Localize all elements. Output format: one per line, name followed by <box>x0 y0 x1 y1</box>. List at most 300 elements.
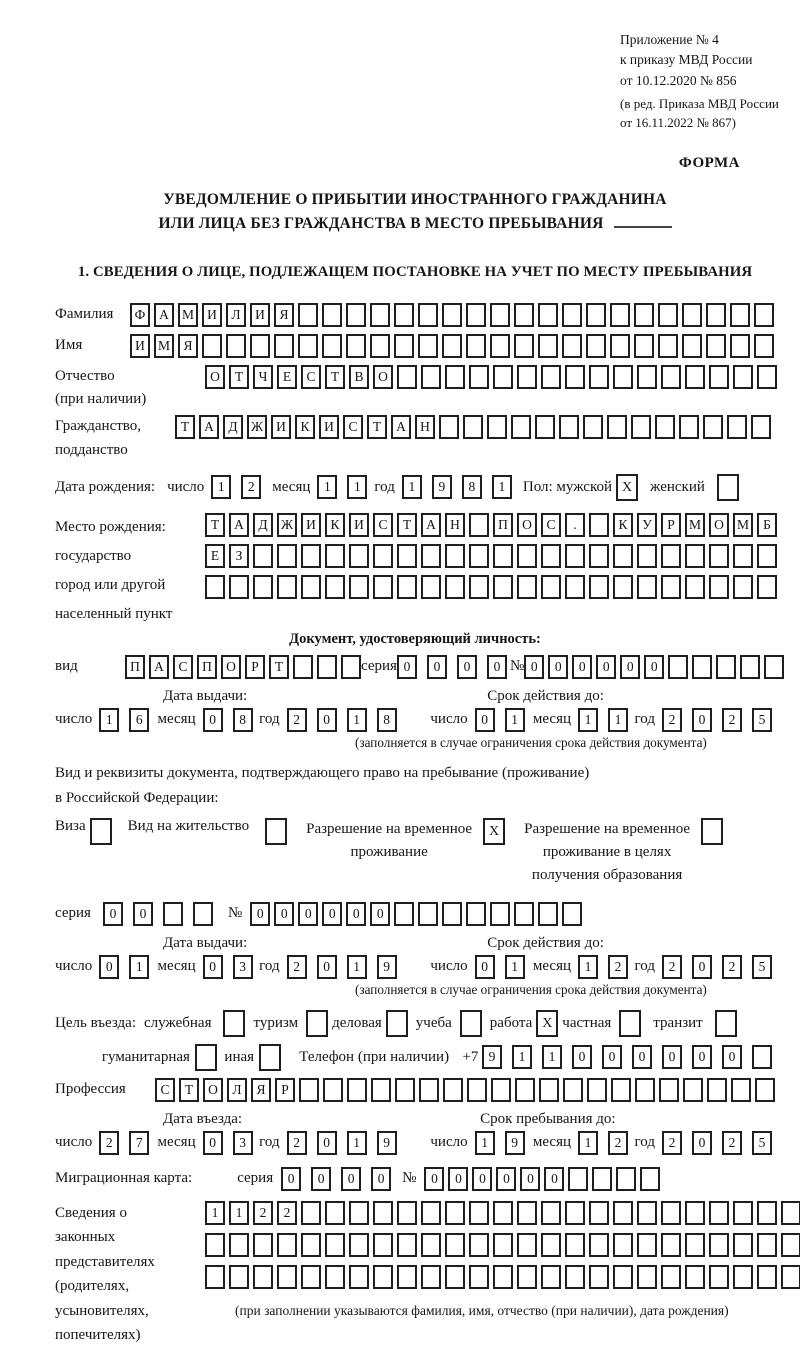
char-cell <box>706 334 726 358</box>
char-cell: Р <box>275 1078 295 1102</box>
res-valid-day-group: число 0 1 <box>430 955 527 979</box>
profession-row <box>55 1078 775 1102</box>
char-cell: 3 <box>233 955 253 979</box>
char-cell <box>349 1233 369 1257</box>
char-cell: 9 <box>482 1045 502 1069</box>
char-cell <box>733 1233 753 1257</box>
char-cell <box>682 303 702 327</box>
char-cell <box>754 334 774 358</box>
valid-year-group: год 2 0 2 5 <box>635 708 775 732</box>
valid-year-cells <box>662 708 775 732</box>
char-cell: Т <box>229 365 249 389</box>
profession-cells <box>155 1078 775 1102</box>
residence-doc-series-row <box>55 902 775 926</box>
char-cell <box>397 1233 417 1257</box>
entry-dates-row <box>55 1131 775 1155</box>
doc-series-label: серия <box>361 658 397 675</box>
char-cell <box>469 513 489 537</box>
char-cell <box>469 575 489 599</box>
char-cell: 0 <box>397 655 417 679</box>
char-cell: 0 <box>298 902 318 926</box>
char-cell: П <box>493 513 513 537</box>
char-cell: 2 <box>99 1131 119 1155</box>
char-cell <box>517 365 537 389</box>
char-cell <box>685 1201 705 1225</box>
char-cell: 0 <box>692 1045 712 1069</box>
char-cell <box>418 334 438 358</box>
char-cell: 1 <box>512 1045 532 1069</box>
purpose-private-checkbox <box>619 1010 641 1037</box>
purpose-work-checkbox: X <box>536 1010 558 1037</box>
char-cell: 1 <box>211 475 231 499</box>
char-cell: Т <box>179 1078 199 1102</box>
title-blank-underline <box>614 226 672 228</box>
char-cell <box>613 365 633 389</box>
char-cell: 0 <box>346 902 366 926</box>
doc-kind-label: вид <box>55 658 78 675</box>
char-cell: У <box>637 513 657 537</box>
char-cell: И <box>130 334 150 358</box>
doc-number-label: № <box>509 658 525 675</box>
char-cell: 8 <box>377 708 397 732</box>
char-cell: 7 <box>129 1131 149 1155</box>
char-cell <box>607 415 627 439</box>
char-cell <box>346 303 366 327</box>
char-cell <box>661 1233 681 1257</box>
char-cell <box>637 544 657 568</box>
char-cell <box>325 1233 345 1257</box>
char-cell <box>226 334 246 358</box>
temp-residence-education-label: Разрешение на временное проживание в целях получения образования <box>524 820 691 884</box>
surname-row <box>55 303 775 327</box>
char-cell <box>301 575 321 599</box>
issue-year-group: год 2 0 1 8 <box>259 708 399 732</box>
char-cell: А <box>391 415 411 439</box>
char-cell <box>322 334 342 358</box>
char-cell <box>539 1078 559 1102</box>
char-cell <box>293 655 313 679</box>
char-cell <box>301 1265 321 1289</box>
purpose-humanitarian-label: гуманитарная <box>101 1048 190 1065</box>
purpose-humanitarian-checkbox <box>195 1044 217 1071</box>
char-cell: Т <box>269 655 289 679</box>
char-cell: 0 <box>524 655 544 679</box>
mig-number-cells <box>424 1167 660 1191</box>
char-cell: 0 <box>317 708 337 732</box>
char-cell <box>541 575 561 599</box>
stay-until-heading: Срок пребывания до: <box>480 1110 616 1127</box>
char-cell <box>613 1233 633 1257</box>
char-cell: О <box>517 513 537 537</box>
char-cell: 0 <box>644 655 664 679</box>
representatives-block <box>55 1201 775 1348</box>
name-cells <box>130 334 774 358</box>
char-cell: С <box>541 513 561 537</box>
char-cell <box>301 1201 321 1225</box>
edition-line: (в ред. Приказа МВД России <box>620 95 779 111</box>
char-cell <box>373 575 393 599</box>
char-cell: 1 <box>492 475 512 499</box>
purpose-other-label: иная <box>224 1048 255 1065</box>
res-valid-year-cells <box>662 955 775 979</box>
citizenship-cells <box>175 415 771 439</box>
identity-doc-dates-row <box>55 708 775 732</box>
res-valid-month-group: месяц 1 2 <box>533 955 631 979</box>
valid-month-cells <box>578 708 631 732</box>
char-cell <box>637 1201 657 1225</box>
sex-label: Пол: мужской <box>522 478 613 495</box>
char-cell <box>325 544 345 568</box>
char-cell <box>442 303 462 327</box>
char-cell: 2 <box>608 1131 628 1155</box>
char-cell <box>683 1078 703 1102</box>
char-cell <box>706 303 726 327</box>
char-cell: 0 <box>317 1131 337 1155</box>
identity-doc-heading: Документ, удостоверяющий личность: <box>289 630 541 647</box>
purpose-private-label: частная <box>562 1014 612 1031</box>
char-cell <box>469 1233 489 1257</box>
entry-date-heading: Дата въезда: <box>163 1110 243 1127</box>
purpose-transit-label: транзит <box>653 1014 703 1031</box>
residence-doc-options <box>55 818 775 888</box>
char-cell: 0 <box>520 1167 540 1191</box>
char-cell <box>490 303 510 327</box>
char-cell: М <box>178 303 198 327</box>
visa-label: Виза <box>55 817 86 834</box>
res-number-cells <box>250 902 582 926</box>
char-cell: 5 <box>752 1131 772 1155</box>
char-cell <box>634 303 654 327</box>
entry-date-headings <box>55 1111 775 1128</box>
char-cell: 1 <box>578 708 598 732</box>
char-cell <box>193 902 213 926</box>
patronymic-cells <box>205 365 777 389</box>
representatives-note: (при заполнении указываются фамилия, имя, отчество (при наличии), дата рождения) <box>235 1302 729 1318</box>
char-cell: 9 <box>377 1131 397 1155</box>
char-cell <box>709 575 729 599</box>
char-cell <box>685 544 705 568</box>
char-cell <box>229 1265 249 1289</box>
citizenship-row <box>55 415 775 462</box>
char-cell: И <box>319 415 339 439</box>
entry-day-cells <box>99 1131 152 1155</box>
char-cell: 1 <box>347 1131 367 1155</box>
char-cell <box>568 1167 588 1191</box>
char-cell: 0 <box>692 955 712 979</box>
edition-line: от 16.11.2022 № 867) <box>620 115 737 131</box>
char-cell <box>418 902 438 926</box>
char-cell <box>253 1265 273 1289</box>
representatives-labels: Сведения о законных представителях (родителях, усыновителях, попечителях) <box>55 1204 155 1344</box>
char-cell <box>541 1233 561 1257</box>
char-cell: А <box>199 415 219 439</box>
char-cell <box>274 334 294 358</box>
char-cell: Т <box>205 513 225 537</box>
valid-day-cells <box>475 708 528 732</box>
char-cell <box>349 1265 369 1289</box>
char-cell: 1 <box>317 475 337 499</box>
char-cell: И <box>250 303 270 327</box>
char-cell <box>490 334 510 358</box>
char-cell <box>781 1265 800 1289</box>
char-cell <box>394 334 414 358</box>
char-cell <box>740 655 760 679</box>
char-cell <box>445 1201 465 1225</box>
char-cell: 0 <box>341 1167 361 1191</box>
char-cell: 0 <box>596 655 616 679</box>
char-cell <box>253 1233 273 1257</box>
char-cell: 1 <box>608 708 628 732</box>
char-cell: 9 <box>505 1131 525 1155</box>
char-cell <box>538 303 558 327</box>
char-cell <box>565 1265 585 1289</box>
res-issue-month-cells <box>203 955 256 979</box>
char-cell: 1 <box>347 955 367 979</box>
char-cell <box>685 1265 705 1289</box>
char-cell <box>250 334 270 358</box>
char-cell: Т <box>397 513 417 537</box>
char-cell: 0 <box>475 955 495 979</box>
char-cell: Ж <box>277 513 297 537</box>
char-cell <box>541 365 561 389</box>
char-cell: 1 <box>205 1201 225 1225</box>
representatives-row3 <box>205 1265 800 1289</box>
char-cell: 0 <box>103 902 123 926</box>
char-cell: 0 <box>133 902 153 926</box>
char-cell: 1 <box>347 708 367 732</box>
char-cell <box>490 902 510 926</box>
char-cell: 2 <box>287 955 307 979</box>
res-series-cells <box>103 902 216 926</box>
char-cell <box>517 1233 537 1257</box>
char-cell <box>493 544 513 568</box>
res-issue-month-group: месяц 0 3 <box>158 955 256 979</box>
purpose-other-checkbox <box>259 1044 281 1071</box>
birth-month-group: месяц 1 1 <box>272 475 370 499</box>
char-cell: 0 <box>548 655 568 679</box>
char-cell: О <box>221 655 241 679</box>
char-cell <box>325 1265 345 1289</box>
char-cell <box>755 1078 775 1102</box>
char-cell <box>397 1201 417 1225</box>
purpose-tourism-label: туризм <box>253 1014 299 1031</box>
char-cell <box>349 1201 369 1225</box>
char-cell: А <box>421 513 441 537</box>
char-cell <box>538 334 558 358</box>
birth-place-cells <box>205 513 777 629</box>
char-cell <box>445 1265 465 1289</box>
char-cell <box>707 1078 727 1102</box>
char-cell: С <box>173 655 193 679</box>
char-cell: Н <box>415 415 435 439</box>
char-cell: 1 <box>505 955 525 979</box>
char-cell <box>541 1201 561 1225</box>
phone-cells <box>482 1045 775 1069</box>
mig-series-cells <box>281 1167 394 1191</box>
char-cell <box>589 365 609 389</box>
char-cell: К <box>295 415 315 439</box>
issue-day-group: число 1 6 <box>55 708 152 732</box>
birth-date-row <box>55 474 775 501</box>
char-cell <box>373 1201 393 1225</box>
char-cell <box>229 1233 249 1257</box>
char-cell: Р <box>245 655 265 679</box>
char-cell <box>668 655 688 679</box>
char-cell: С <box>301 365 321 389</box>
migration-card-label: Миграционная карта: <box>55 1170 193 1187</box>
valid-until-heading: Срок действия до: <box>487 687 604 704</box>
char-cell: 0 <box>544 1167 564 1191</box>
char-cell <box>541 544 561 568</box>
char-cell <box>421 544 441 568</box>
temp-residence-education-checkbox <box>701 818 723 845</box>
char-cell <box>301 1233 321 1257</box>
temp-residence-label: Разрешение на временное проживание <box>306 820 473 861</box>
char-cell: Д <box>253 513 273 537</box>
char-cell: 2 <box>722 1131 742 1155</box>
char-cell <box>325 575 345 599</box>
char-cell: И <box>349 513 369 537</box>
res-issue-year-cells <box>287 955 400 979</box>
char-cell: О <box>205 365 225 389</box>
entry-year-cells <box>287 1131 400 1155</box>
char-cell <box>515 1078 535 1102</box>
char-cell <box>397 544 417 568</box>
char-cell: 0 <box>203 708 223 732</box>
birth-place-row1 <box>205 513 777 537</box>
char-cell: Т <box>325 365 345 389</box>
char-cell: 1 <box>578 1131 598 1155</box>
char-cell <box>685 1233 705 1257</box>
char-cell <box>655 415 675 439</box>
appendix-line: к приказу МВД России <box>620 52 753 68</box>
representatives-row1 <box>205 1201 800 1225</box>
char-cell <box>727 415 747 439</box>
char-cell: 0 <box>632 1045 652 1069</box>
char-cell: 2 <box>287 708 307 732</box>
char-cell: 0 <box>203 1131 223 1155</box>
valid-day-group: число 0 1 <box>430 708 527 732</box>
char-cell <box>716 655 736 679</box>
char-cell <box>517 575 537 599</box>
char-cell <box>277 544 297 568</box>
char-cell: М <box>154 334 174 358</box>
entry-year-group: год 2 0 1 9 <box>259 1131 399 1155</box>
char-cell <box>565 1233 585 1257</box>
birth-year-cells <box>402 475 515 499</box>
res-series-label: серия <box>55 905 91 922</box>
birth-day-cells <box>211 475 264 499</box>
char-cell <box>394 303 414 327</box>
identity-doc-date-headings <box>55 688 775 705</box>
char-cell <box>587 1078 607 1102</box>
char-cell <box>277 575 297 599</box>
char-cell <box>469 1201 489 1225</box>
char-cell <box>781 1233 800 1257</box>
char-cell: Т <box>175 415 195 439</box>
char-cell <box>349 575 369 599</box>
char-cell: 2 <box>241 475 261 499</box>
surname-cells <box>130 303 774 327</box>
char-cell <box>517 1201 537 1225</box>
entry-day-group: число 2 7 <box>55 1131 152 1155</box>
char-cell <box>631 415 651 439</box>
residence-doc-note: (заполняется в случае ограничения срока действия документа) <box>355 981 707 997</box>
res-issue-heading: Дата выдачи: <box>163 934 248 951</box>
purpose-business-label: служебная <box>143 1014 212 1031</box>
title-line2: ИЛИ ЛИЦА БЕЗ ГРАЖДАНСТВА В МЕСТО ПРЕБЫВАНИЯ <box>55 212 775 236</box>
char-cell <box>733 365 753 389</box>
char-cell <box>511 415 531 439</box>
char-cell <box>277 1265 297 1289</box>
char-cell: Ф <box>130 303 150 327</box>
char-cell <box>421 365 441 389</box>
char-cell <box>445 575 465 599</box>
char-cell <box>467 1078 487 1102</box>
char-cell <box>562 902 582 926</box>
char-cell: А <box>229 513 249 537</box>
char-cell <box>373 1265 393 1289</box>
char-cell: 0 <box>722 1045 742 1069</box>
res-valid-heading: Срок действия до: <box>487 934 604 951</box>
char-cell <box>418 303 438 327</box>
char-cell: 0 <box>99 955 119 979</box>
char-cell: Ч <box>253 365 273 389</box>
char-cell: 2 <box>608 955 628 979</box>
char-cell: Е <box>205 544 225 568</box>
page-title <box>55 188 775 236</box>
char-cell <box>514 334 534 358</box>
char-cell <box>421 1201 441 1225</box>
stay-year-group: год 2 0 2 5 <box>635 1131 775 1155</box>
identity-doc-note: (заполняется в случае ограничения срока действия документа) <box>355 734 707 750</box>
name-label: Имя <box>55 337 83 354</box>
char-cell <box>517 1265 537 1289</box>
char-cell <box>562 334 582 358</box>
res-number-label: № <box>227 905 243 922</box>
char-cell <box>421 575 441 599</box>
char-cell: 0 <box>424 1167 444 1191</box>
stay-day-group: число 1 9 <box>430 1131 527 1155</box>
char-cell <box>757 1233 777 1257</box>
char-cell: Л <box>227 1078 247 1102</box>
char-cell <box>395 1078 415 1102</box>
entry-purpose-row1 <box>55 1010 775 1037</box>
issue-day-cells <box>99 708 152 732</box>
char-cell <box>397 1265 417 1289</box>
char-cell: 0 <box>322 902 342 926</box>
char-cell <box>469 544 489 568</box>
char-cell <box>659 1078 679 1102</box>
char-cell <box>347 1078 367 1102</box>
char-cell: 0 <box>572 1045 592 1069</box>
char-cell: С <box>155 1078 175 1102</box>
char-cell: 3 <box>233 1131 253 1155</box>
char-cell: В <box>349 365 369 389</box>
issue-date-heading: Дата выдачи: <box>163 687 248 704</box>
char-cell: 2 <box>277 1201 297 1225</box>
char-cell <box>634 334 654 358</box>
section1-heading: 1. СВЕДЕНИЯ О ЛИЦЕ, ПОДЛЕЖАЩЕМ ПОСТАНОВКЕ НА УЧЕТ ПО МЕСТУ ПРЕБЫВАНИЯ <box>77 263 753 280</box>
char-cell: 1 <box>578 955 598 979</box>
char-cell <box>277 1233 297 1257</box>
birth-place-row2 <box>205 544 777 568</box>
char-cell <box>469 365 489 389</box>
char-cell <box>565 365 585 389</box>
entry-purpose-row2 <box>55 1044 775 1071</box>
char-cell <box>493 1265 513 1289</box>
char-cell <box>679 415 699 439</box>
